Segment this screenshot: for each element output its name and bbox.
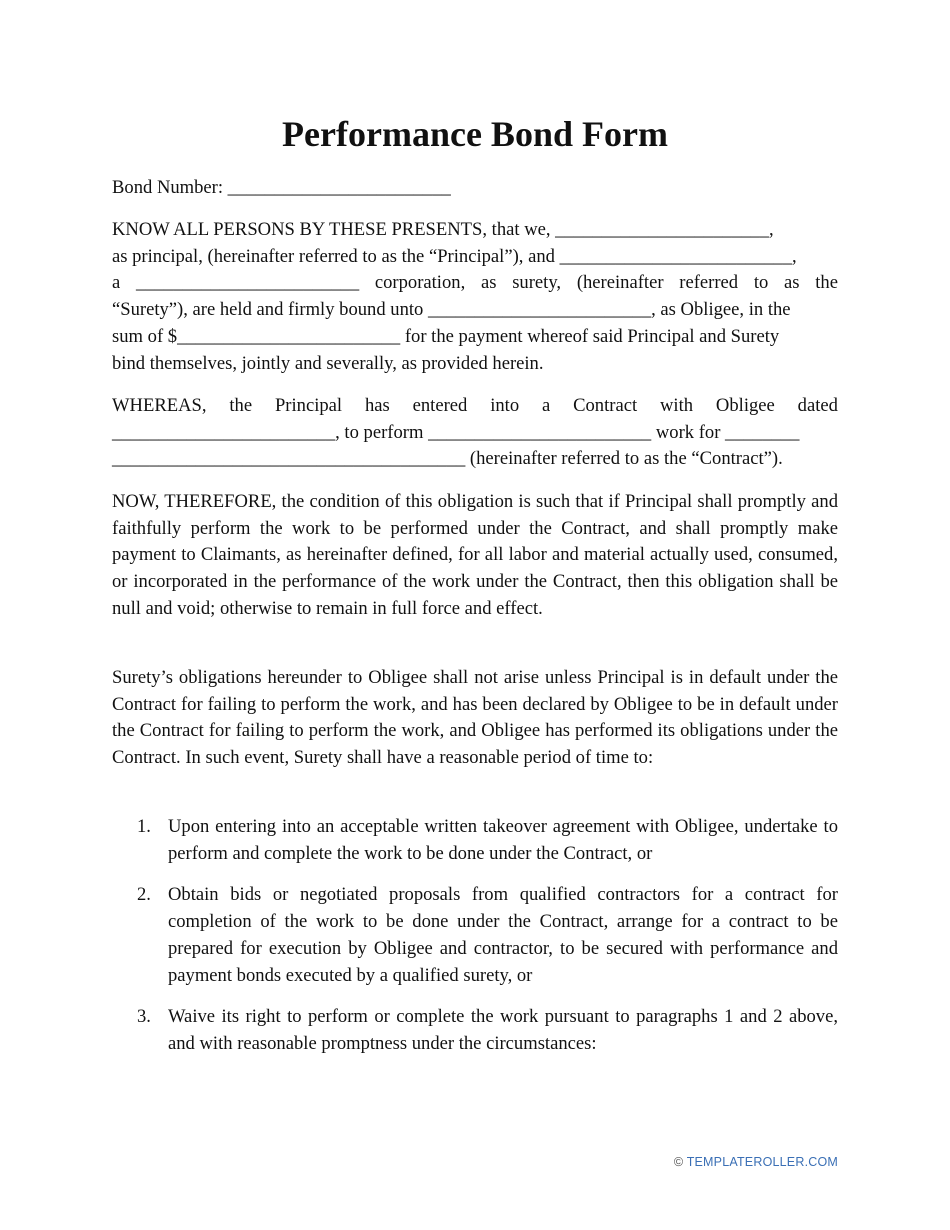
line-word: as [784,272,800,294]
paragraph-line: sum of $________________________ for the payment whereof said Principal and Surety [112,325,780,347]
list-item-text: Waive its right to perform or complete the work pursuant to paragraphs 1 and 2 above, and with reasonable promptness under the circumstances: [168,1006,838,1054]
line-word: the [815,272,838,294]
line-word: Principal [274,395,343,416]
line-word: with [660,395,694,416]
line-word: referred [679,272,739,294]
line-word: the [229,395,253,416]
paragraph-line: ______________________________________ (hereinafter referred to as the “Contract”). [112,448,783,470]
line-word: Obligee [715,395,775,416]
paragraph-line [112,270,838,297]
list-item [112,1004,838,1057]
list-item-number: 1. [137,816,151,837]
line-word: has [364,395,390,416]
footer-credit [674,1155,838,1169]
list-item-number: 2. [137,884,151,906]
paragraph-line: “Surety”), are held and firmly bound unto ________________________, as Obligee, in the [112,299,791,321]
surety-obligations-paragraph: Surety’s obligations hereunder to Obligee shall not arise unless Principal is in default under the Contract for failing to perform the work, and has been declared by Obligee to be in default under the Contract for failing to perform the work, and Obligee has performed its obligations under the Contract. In such event, Surety shall have a reasonable period of time to: [112,667,838,769]
list-item [112,882,838,989]
line-word: into [490,395,520,416]
line-word: dated [797,395,838,416]
line-word: (hereinafter [576,272,664,294]
line-word: a [112,272,121,294]
footer-brand-link[interactable]: TEMPLATEROLLER.COM [686,1155,838,1169]
bond-number-line: Bond Number: ________________________ [112,177,451,198]
list-item [112,814,838,867]
line-word: surety, [512,272,562,294]
paragraph-line: ________________________, to perform ________________________ work for ________ [112,421,800,443]
document-title: Performance Bond Form [282,114,668,154]
line-word: to [753,272,769,294]
line-word: corporation, [374,272,466,294]
copyright-symbol: © [673,1155,684,1169]
list-item-number: 3. [137,1006,151,1028]
paragraph-line: KNOW ALL PERSONS BY THESE PRESENTS, that we, _______________________, [112,219,774,240]
condition-paragraph: NOW, THEREFORE, the condition of this obligation is such that if Principal shall promptly and faithfully perform the work to be performed under the Contract, and shall promptly make payment to Claimants, as hereinafter defined, for all labor and material actually used, consumed, or incorporated in the performance of the work under the Contract, then this obligation shall be null and void; otherwise to remain in full force and effect. [112,491,838,619]
line-word: Contract [573,395,638,416]
options-list [112,814,838,1058]
line-word: entered [412,395,468,416]
line-word: a [541,395,551,416]
whereas-paragraph [112,393,838,473]
list-item-text: Obtain bids or negotiated proposals from qualified contractors for a contract for completion of the work to be done under the Contract, arrange for a contract to be prepared for execution by Obligee and contractor, to be secured with performance and payment bonds executed by a qualified surety, or [168,884,838,986]
paragraph-line: as principal, (hereinafter referred to as the “Principal”), and _________________________, [112,245,797,267]
line-word: WHEREAS, [112,395,207,416]
line-word: ________________________ [136,272,360,294]
parties-paragraph [112,217,838,377]
list-item-text: Upon entering into an acceptable written takeover agreement with Obligee, undertake to perform and complete the work to be done under the Contract, or [168,816,838,864]
paragraph-line: bind themselves, jointly and severally, as provided herein. [112,352,544,374]
line-word: as [480,272,497,294]
paragraph-line [112,393,838,420]
